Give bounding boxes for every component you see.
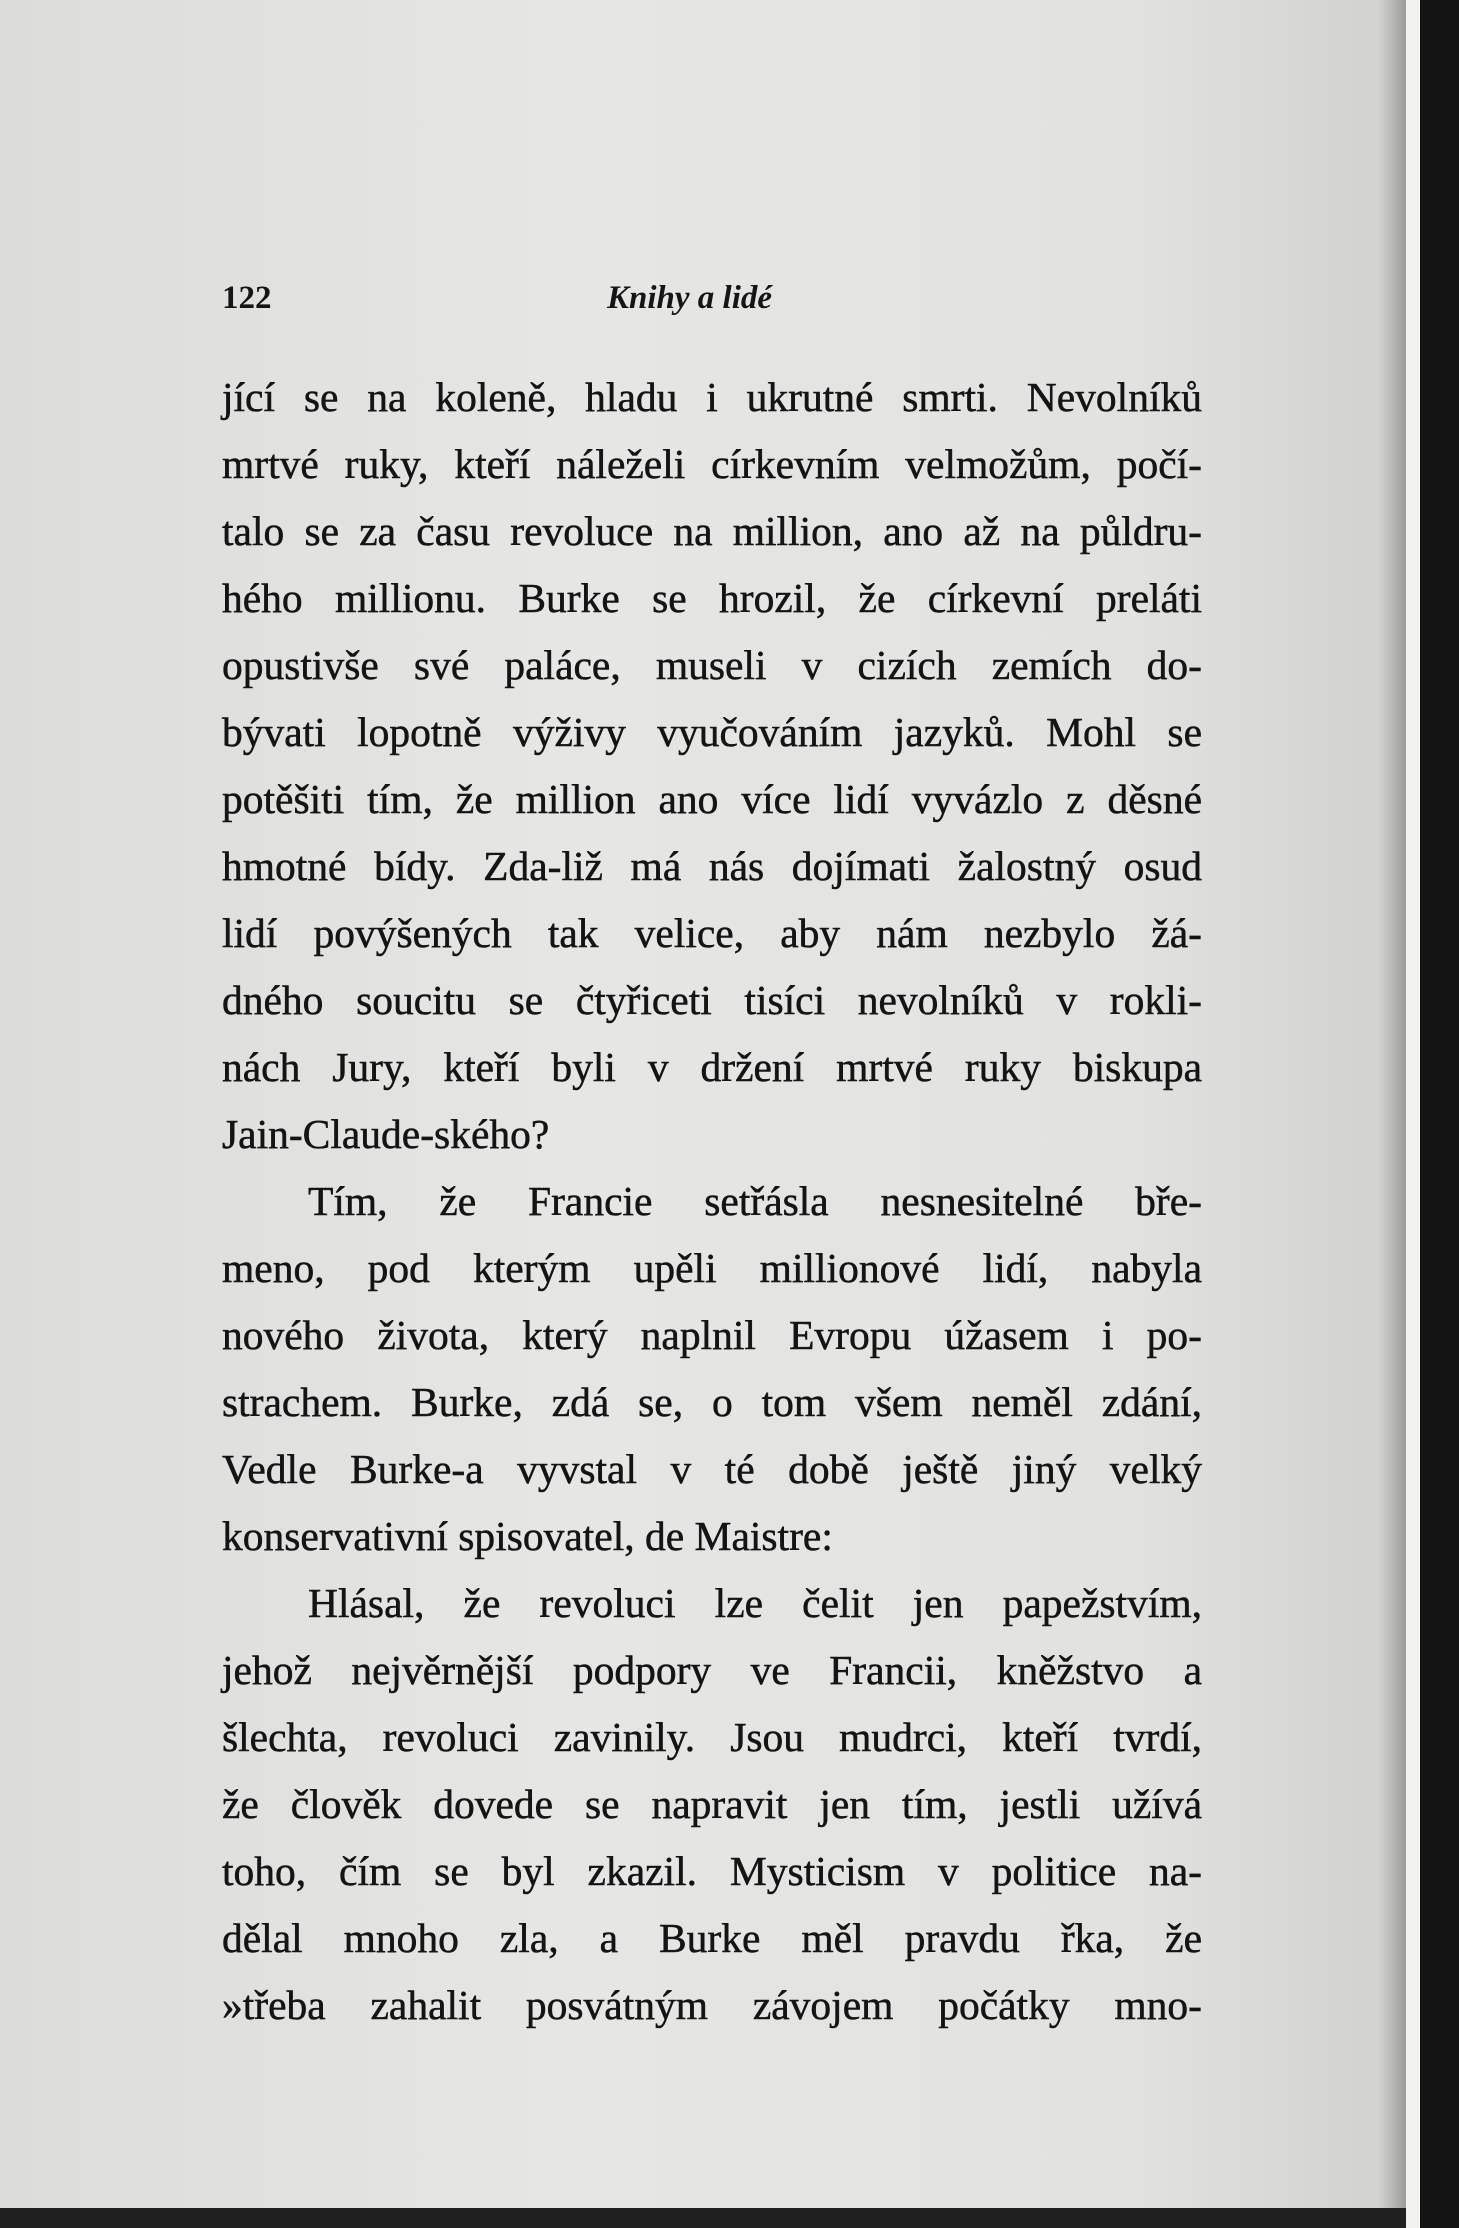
text-line: Hlásal, že revoluci lze čelit jen papežstvím, [308,1580,1202,1626]
text-line: nách Jury, kteří byli v držení mrtvé ruky biskupa [222,1044,1202,1090]
text-line: bývati lopotně výživy vyučováním jazyků. Mohl se [222,709,1202,755]
text-line: jehož nejvěrnější podpory ve Francii, kněžstvo a [222,1647,1202,1693]
text-line: opustivše své paláce, museli v cizích zemích do- [222,642,1202,688]
text-line: jící se na koleně, hladu i ukrutné smrti. Nevolníků [222,374,1202,420]
text-line: Vedle Burke-a vyvstal v té době ještě jiný velký [222,1446,1202,1492]
text-line: potěšiti tím, že million ano více lidí vyvázlo z děsné [222,776,1202,822]
running-title: Knihy a lidé [607,280,773,316]
text-line: hmotné bídy. Zda-liž má nás dojímati žalostný osud [222,843,1202,889]
text-line: Jain-Claude-ského? [222,1111,550,1157]
text-line: meno, pod kterým upěli millionové lidí, nabyla [222,1245,1202,1291]
scan-border [1420,0,1459,2228]
page-shadow [1380,0,1406,2208]
text-line: nového života, který naplnil Evropu úžasem i po- [222,1312,1202,1358]
text-line: Tím, že Francie setřásla nesnesitelné bře- [308,1178,1202,1224]
body-text [222,364,1202,2039]
text-line: mrtvé ruky, kteří náleželi církevním velmožům, počí- [222,441,1202,487]
text-line: že člověk dovede se napravit jen tím, jestli užívá [222,1781,1202,1827]
text-line: strachem. Burke, zdá se, o tom všem neměl zdání, [222,1379,1202,1425]
page-edge [1406,0,1420,2228]
text-line: hého millionu. Burke se hrozil, že církevní preláti [222,575,1202,621]
scan-bottom-border [0,2208,1406,2228]
page-header [222,280,1202,330]
text-line: »třeba zahalit posvátným závojem počátky mno- [222,1982,1202,2028]
text-line: dného soucitu se čtyřiceti tisíci nevolníků v rokli- [222,977,1202,1023]
text-line: dělal mnoho zla, a Burke měl pravdu řka, že [222,1915,1202,1961]
text-line: talo se za času revoluce na million, ano až na půldru- [222,508,1202,554]
text-line: šlechta, revoluci zavinily. Jsou mudrci, kteří tvrdí, [222,1714,1202,1760]
text-line: toho, čím se byl zkazil. Mysticism v politice na- [222,1848,1202,1894]
text-line: lidí povýšených tak velice, aby nám nezbylo žá- [222,910,1202,956]
text-line: konservativní spisovatel, de Maistre: [222,1513,833,1559]
page-number: 122 [222,280,272,316]
